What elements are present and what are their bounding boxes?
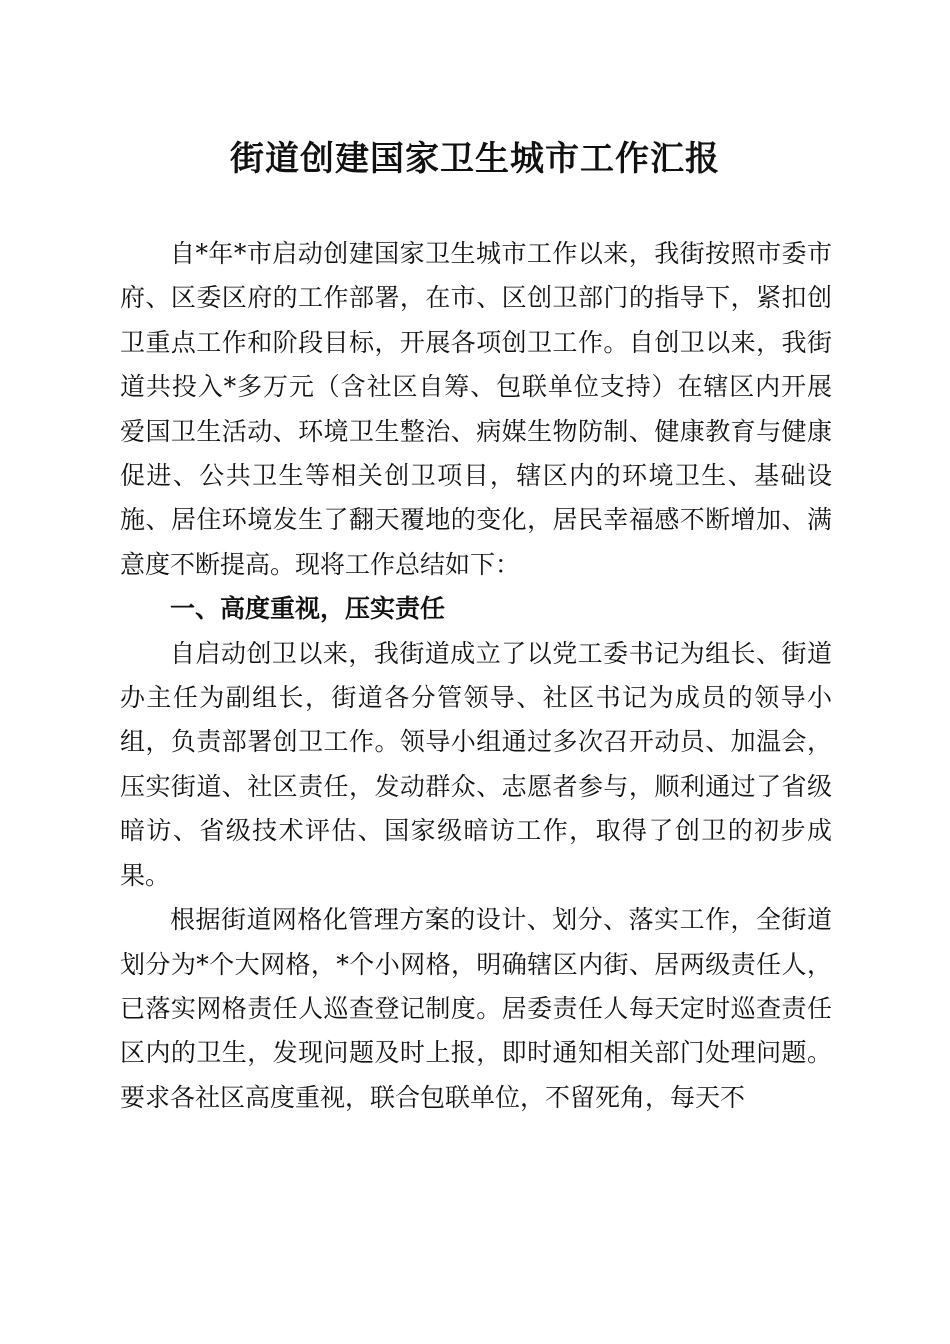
document-body xyxy=(120,232,832,1120)
body-paragraph: 自启动创卫以来，我街道成立了以党工委书记为组长、街道办主任为副组长，街道各分管领导、社区书记为成员的领导小组，负责部署创卫工作。领导小组通过多次召开动员、加温会，压实街道、社区责任，发动群众、志愿者参与，顺利通过了省级暗访、省级技术评估、国家级暗访工作，取得了创卫的初步成果。 xyxy=(120,638,832,890)
intro-paragraph: 自*年*市启动创建国家卫生城市工作以来，我街按照市委市府、区委区府的工作部署，在市、区创卫部门的指导下，紧扣创卫重点工作和阶段目标，开展各项创卫工作。自创卫以来，我街道共投入*多万元（含社区自筹、包联单位支持）在辖区内开展爱国卫生活动、环境卫生整治、病媒生物防制、健康教育与健康促进、公共卫生等相关创卫项目，辖区内的环境卫生、基础设施、居住环境发生了翻天覆地的变化，居民幸福感不断增加、满意度不断提高。现将工作总结如下： xyxy=(120,239,832,579)
document-title: 街道创建国家卫生城市工作汇报 xyxy=(230,139,720,179)
body-paragraph: 根据街道网格化管理方案的设计、划分、落实工作，全街道划分为*个大网格，*个小网格，明确辖区内街、居两级责任人，已落实网格责任人巡查登记制度。居委责任人每天定时巡查责任区内的卫生，发现问题及时上报，即时通知相关部门处理问题。要求各社区高度重视，联合包联单位，不留死角，每天不 xyxy=(120,905,832,1112)
section-heading: 一、高度重视，压实责任 xyxy=(170,594,446,624)
